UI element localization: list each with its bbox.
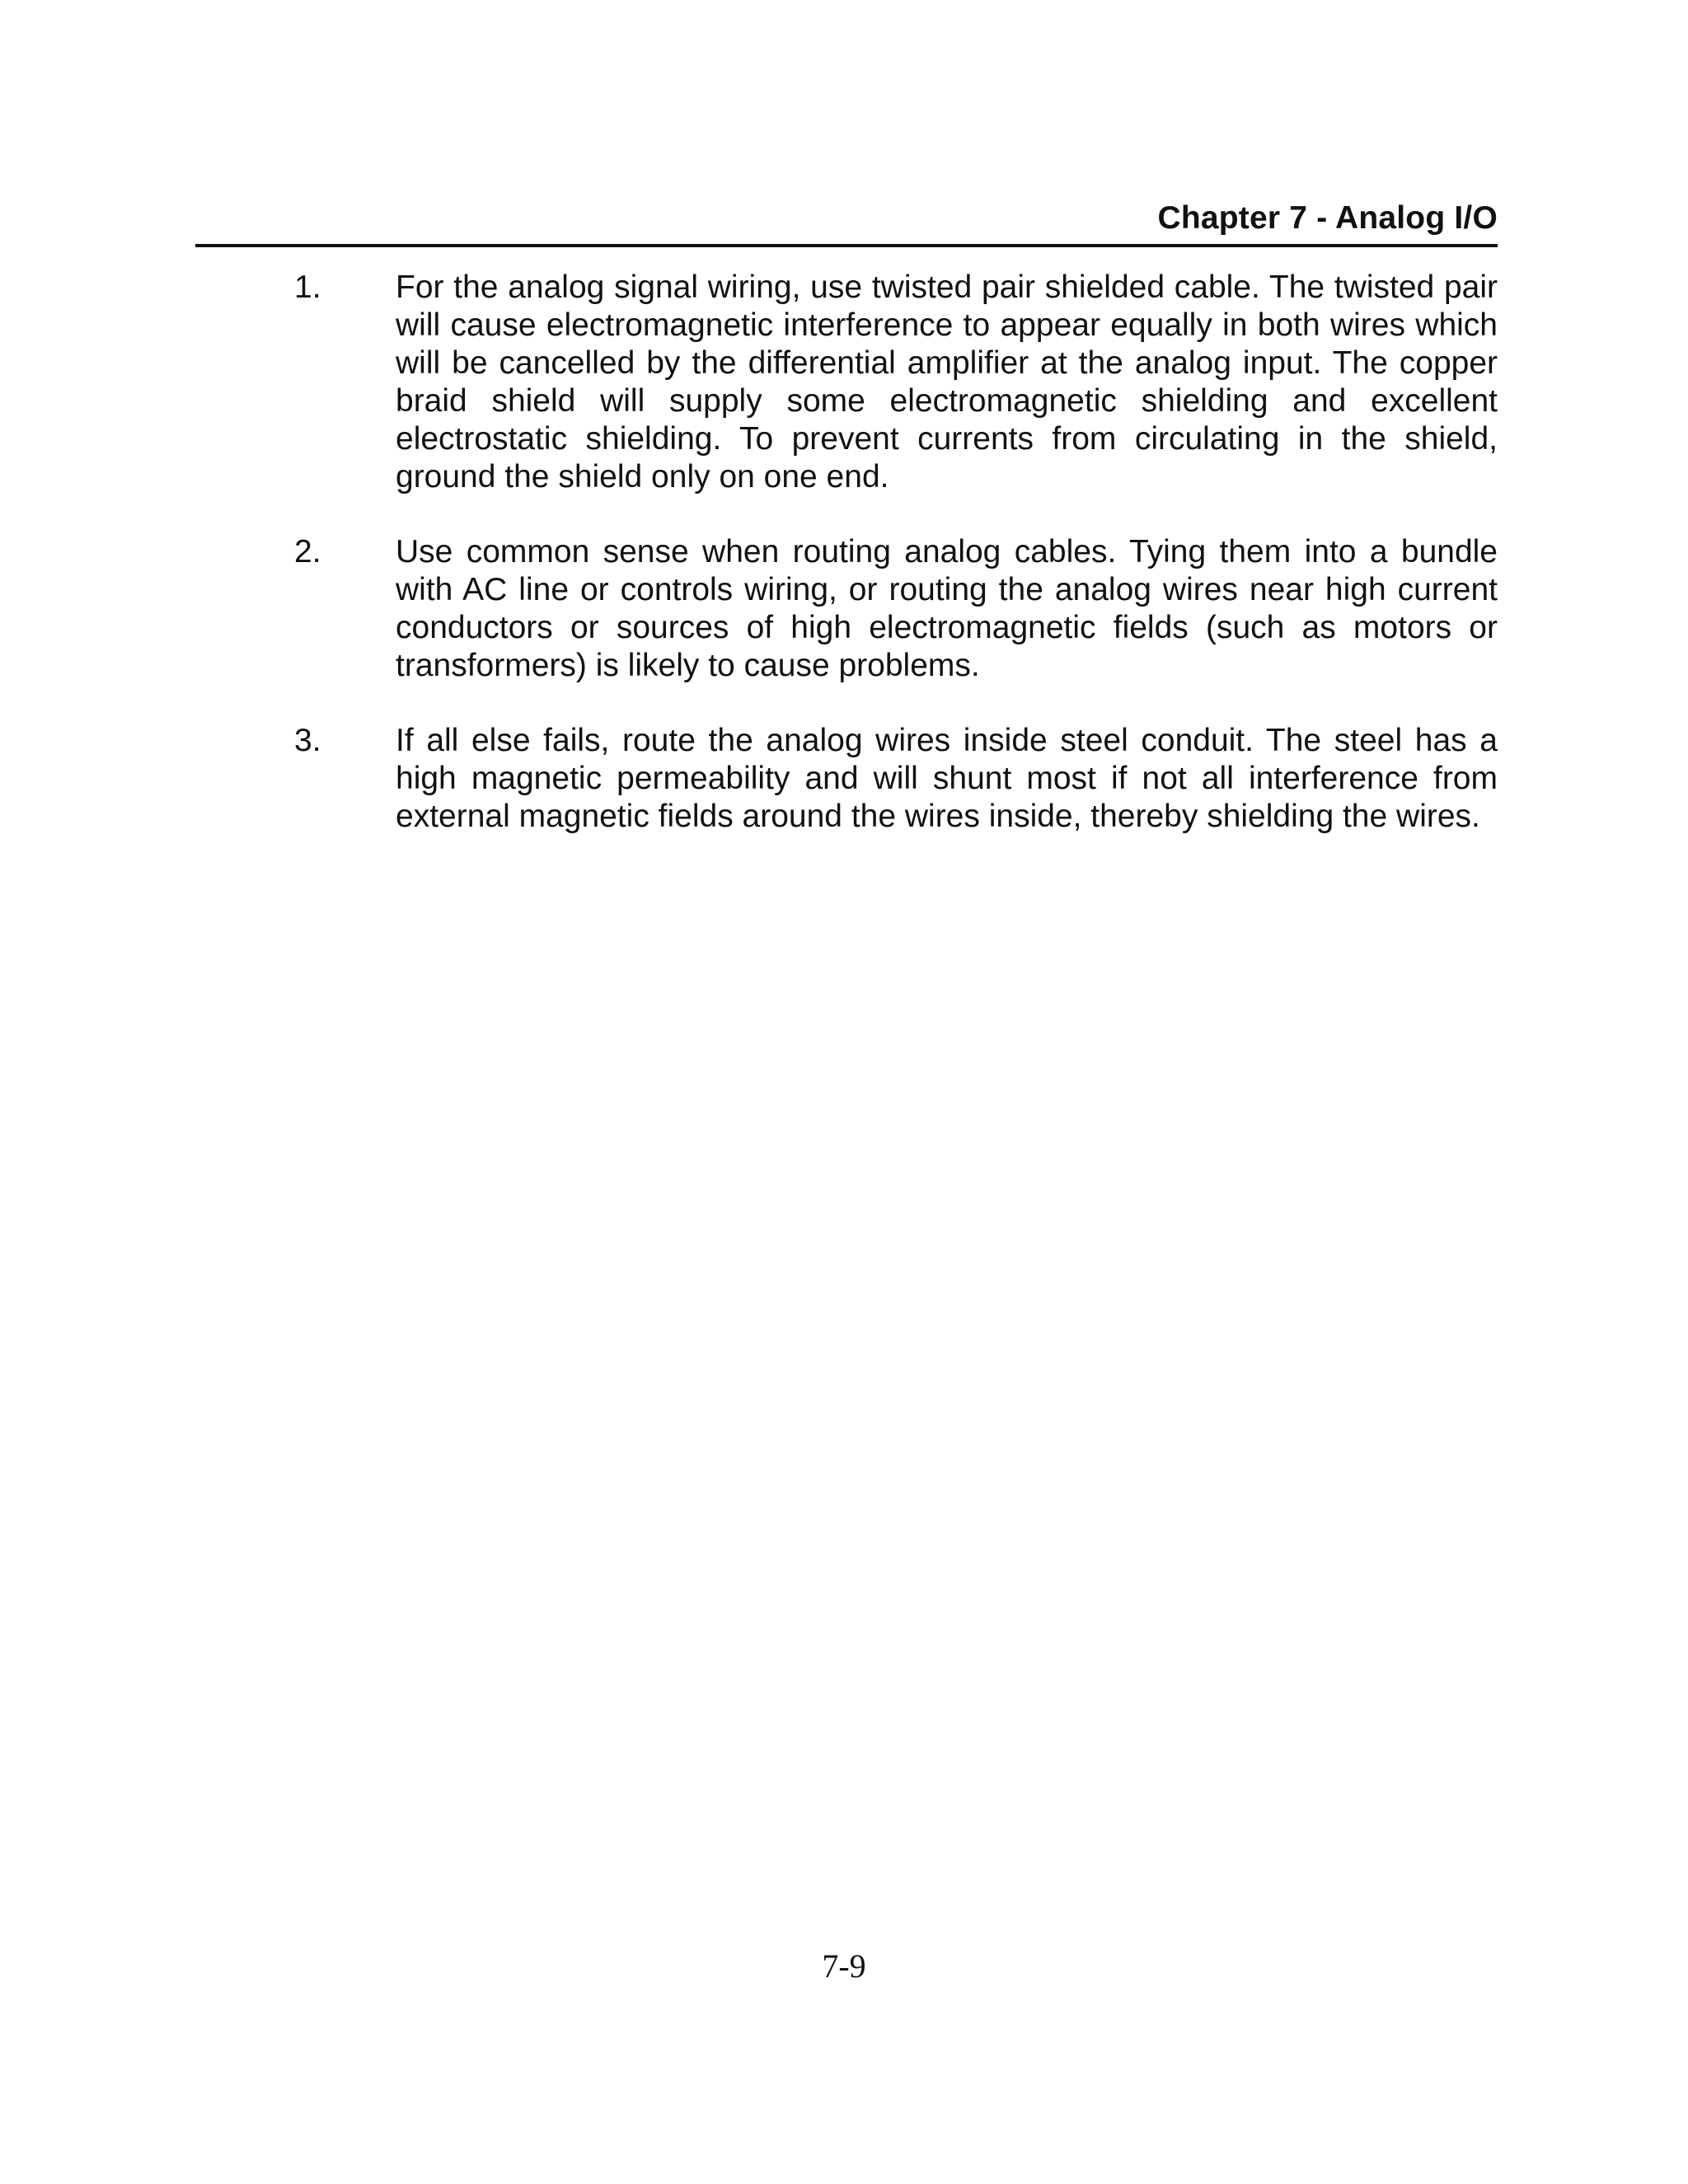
chapter-header (195, 191, 1498, 247)
list-item-number: 2. (294, 534, 321, 569)
list-item (294, 722, 1498, 836)
list-item (294, 533, 1498, 685)
list-item-number: 1. (294, 269, 321, 305)
list-item-text: For the analog signal wiring, use twisted pair shielded cable. The twisted pair will cause electromagnetic interference to appear equally in both wires which will be cancelled by the differential amplifier at the analog input. The copper braid shield will supply some electromagnetic shielding and excellent electrostatic shielding. To prevent currents from circulating in the shield, ground the shield only on one end. (396, 269, 1498, 494)
numbered-list (294, 269, 1498, 873)
page-number: 7-9 (822, 1947, 866, 1985)
list-item-text: Use common sense when routing analog cables. Tying them into a bundle with AC line or controls wiring, or routing the analog wires near high current conductors or sources of high electromagnetic fields (such as motors or transformers) is likely to cause problems. (396, 534, 1498, 683)
chapter-title: Chapter 7 - Analog I/O (1157, 200, 1498, 236)
list-item-number: 3. (294, 723, 321, 758)
list-item-text: If all else fails, route the analog wires inside steel conduit. The steel has a high magnetic permeability and will shunt most if not all interference from external magnetic fields around the wires inside, thereby shielding the wires. (396, 723, 1498, 834)
list-item (294, 269, 1498, 496)
